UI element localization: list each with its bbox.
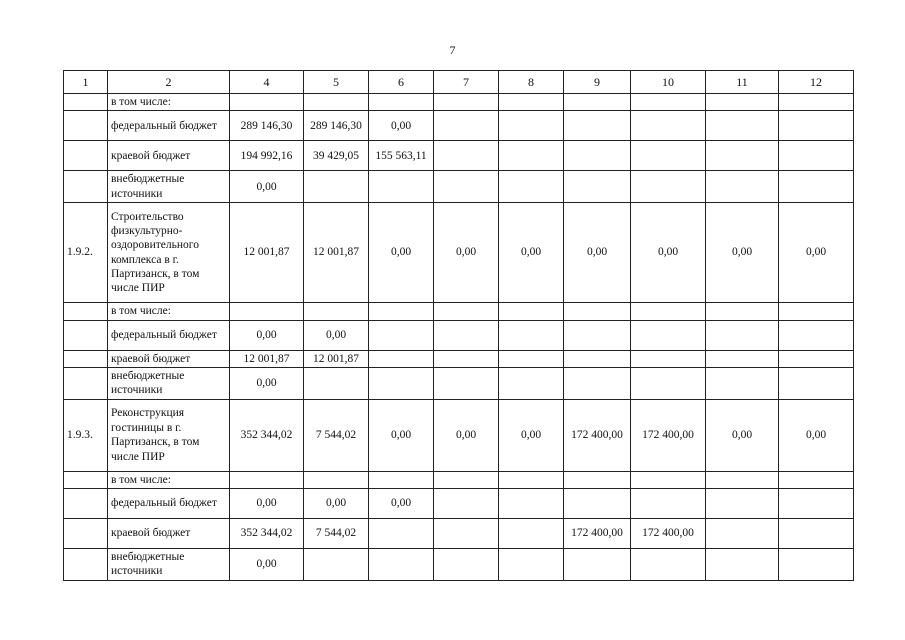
value-cell-col-4: 0,00 (230, 489, 304, 519)
value-cell-col-4: 0,00 (230, 171, 304, 203)
value-cell-col-7 (434, 350, 499, 367)
value-cell-col-9 (564, 320, 631, 350)
value-cell-col-6 (369, 350, 434, 367)
value-cell-col-10 (631, 111, 706, 141)
row-code: 1.9.2. (64, 203, 108, 303)
row-code (64, 171, 108, 203)
value-cell-col-10: 172 400,00 (631, 399, 706, 471)
page-number: 7 (449, 43, 456, 57)
value-cell-col-5: 12 001,87 (304, 350, 369, 367)
value-cell-col-5 (304, 471, 369, 488)
value-cell-col-12 (779, 519, 854, 549)
value-cell-col-7 (434, 367, 499, 399)
table-body (64, 94, 854, 581)
table-row (64, 350, 854, 367)
row-description: федеральный бюджет (108, 489, 230, 519)
value-cell-col-12 (779, 367, 854, 399)
row-code (64, 111, 108, 141)
table-row (64, 489, 854, 519)
value-cell-col-10 (631, 171, 706, 203)
value-cell-col-5 (304, 94, 369, 111)
value-cell-col-7 (434, 141, 499, 171)
row-code (64, 320, 108, 350)
value-cell-col-10 (631, 350, 706, 367)
value-cell-col-8 (499, 94, 564, 111)
value-cell-col-10 (631, 489, 706, 519)
value-cell-col-12 (779, 350, 854, 367)
value-cell-col-12 (779, 320, 854, 350)
value-cell-col-8 (499, 320, 564, 350)
column-header-6: 6 (369, 71, 434, 94)
value-cell-col-7 (434, 549, 499, 581)
budget-table (63, 70, 854, 581)
value-cell-col-7: 0,00 (434, 399, 499, 471)
value-cell-col-12 (779, 94, 854, 111)
value-cell-col-9 (564, 141, 631, 171)
value-cell-col-7 (434, 303, 499, 320)
value-cell-col-9 (564, 303, 631, 320)
value-cell-col-11 (706, 489, 779, 519)
value-cell-col-9 (564, 489, 631, 519)
column-header-8: 8 (499, 71, 564, 94)
row-code (64, 141, 108, 171)
value-cell-col-6 (369, 303, 434, 320)
value-cell-col-6 (369, 94, 434, 111)
value-cell-col-4 (230, 471, 304, 488)
value-cell-col-10: 172 400,00 (631, 519, 706, 549)
value-cell-col-10 (631, 141, 706, 171)
value-cell-col-8 (499, 549, 564, 581)
value-cell-col-6: 0,00 (369, 399, 434, 471)
value-cell-col-11 (706, 303, 779, 320)
value-cell-col-4: 352 344,02 (230, 399, 304, 471)
value-cell-col-4: 12 001,87 (230, 203, 304, 303)
value-cell-col-10 (631, 549, 706, 581)
value-cell-col-8 (499, 111, 564, 141)
value-cell-col-12 (779, 111, 854, 141)
value-cell-col-8 (499, 141, 564, 171)
value-cell-col-8 (499, 350, 564, 367)
value-cell-col-6: 0,00 (369, 203, 434, 303)
value-cell-col-5: 289 146,30 (304, 111, 369, 141)
value-cell-col-5: 39 429,05 (304, 141, 369, 171)
table-row (64, 471, 854, 488)
row-description: внебюджетные источники (108, 171, 230, 203)
value-cell-col-7 (434, 320, 499, 350)
row-code (64, 303, 108, 320)
row-description: внебюджетные источники (108, 549, 230, 581)
value-cell-col-8 (499, 471, 564, 488)
value-cell-col-9 (564, 94, 631, 111)
row-code (64, 549, 108, 581)
value-cell-col-6: 155 563,11 (369, 141, 434, 171)
value-cell-col-4: 0,00 (230, 367, 304, 399)
row-code (64, 367, 108, 399)
value-cell-col-11: 0,00 (706, 203, 779, 303)
value-cell-col-6 (369, 320, 434, 350)
row-description: Строительство физкультурно-оздоровительного комплекса в г. Партизанск, в том числе ПИР (108, 203, 230, 303)
table-row (64, 111, 854, 141)
column-header-5: 5 (304, 71, 369, 94)
value-cell-col-11 (706, 141, 779, 171)
value-cell-col-4 (230, 303, 304, 320)
value-cell-col-11 (706, 320, 779, 350)
row-description: федеральный бюджет (108, 320, 230, 350)
table-row (64, 203, 854, 303)
table-row (64, 320, 854, 350)
row-description: краевой бюджет (108, 350, 230, 367)
value-cell-col-11 (706, 471, 779, 488)
row-description: краевой бюджет (108, 141, 230, 171)
value-cell-col-12 (779, 171, 854, 203)
value-cell-col-6: 0,00 (369, 489, 434, 519)
value-cell-col-5: 0,00 (304, 489, 369, 519)
row-description: федеральный бюджет (108, 111, 230, 141)
value-cell-col-7 (434, 471, 499, 488)
value-cell-col-11 (706, 350, 779, 367)
row-description: в том числе: (108, 471, 230, 488)
column-header-9: 9 (564, 71, 631, 94)
row-code: 1.9.3. (64, 399, 108, 471)
value-cell-col-7 (434, 111, 499, 141)
value-cell-col-11 (706, 549, 779, 581)
value-cell-col-12: 0,00 (779, 203, 854, 303)
value-cell-col-9: 172 400,00 (564, 519, 631, 549)
table-row (64, 399, 854, 471)
value-cell-col-9 (564, 471, 631, 488)
row-code (64, 519, 108, 549)
table-row (64, 171, 854, 203)
value-cell-col-6 (369, 367, 434, 399)
value-cell-col-4: 12 001,87 (230, 350, 304, 367)
column-header-1: 1 (64, 71, 108, 94)
value-cell-col-8 (499, 171, 564, 203)
value-cell-col-8 (499, 367, 564, 399)
value-cell-col-4: 289 146,30 (230, 111, 304, 141)
value-cell-col-8 (499, 303, 564, 320)
column-header-12: 12 (779, 71, 854, 94)
value-cell-col-5 (304, 367, 369, 399)
value-cell-col-4: 0,00 (230, 320, 304, 350)
column-header-2: 2 (108, 71, 230, 94)
value-cell-col-12 (779, 141, 854, 171)
row-code (64, 94, 108, 111)
value-cell-col-5: 12 001,87 (304, 203, 369, 303)
value-cell-col-4: 0,00 (230, 549, 304, 581)
row-description: краевой бюджет (108, 519, 230, 549)
value-cell-col-12 (779, 471, 854, 488)
value-cell-col-4 (230, 94, 304, 111)
value-cell-col-11 (706, 367, 779, 399)
table-row (64, 367, 854, 399)
value-cell-col-6 (369, 519, 434, 549)
value-cell-col-9: 0,00 (564, 203, 631, 303)
value-cell-col-11 (706, 519, 779, 549)
value-cell-col-7 (434, 489, 499, 519)
value-cell-col-11: 0,00 (706, 399, 779, 471)
value-cell-col-6 (369, 171, 434, 203)
value-cell-col-10 (631, 320, 706, 350)
value-cell-col-4: 194 992,16 (230, 141, 304, 171)
value-cell-col-9 (564, 549, 631, 581)
table-row (64, 519, 854, 549)
row-description: внебюджетные источники (108, 367, 230, 399)
row-description: в том числе: (108, 94, 230, 111)
row-code (64, 350, 108, 367)
value-cell-col-10 (631, 471, 706, 488)
value-cell-col-10 (631, 94, 706, 111)
table-row (64, 549, 854, 581)
value-cell-col-8 (499, 519, 564, 549)
header-row (64, 71, 854, 94)
value-cell-col-5 (304, 171, 369, 203)
value-cell-col-8: 0,00 (499, 203, 564, 303)
value-cell-col-5: 0,00 (304, 320, 369, 350)
value-cell-col-9 (564, 350, 631, 367)
value-cell-col-11 (706, 94, 779, 111)
value-cell-col-5: 7 544,02 (304, 519, 369, 549)
column-header-7: 7 (434, 71, 499, 94)
value-cell-col-7 (434, 171, 499, 203)
table-row (64, 94, 854, 111)
value-cell-col-10 (631, 367, 706, 399)
value-cell-col-9: 172 400,00 (564, 399, 631, 471)
value-cell-col-5 (304, 549, 369, 581)
value-cell-col-7: 0,00 (434, 203, 499, 303)
row-description: в том числе: (108, 303, 230, 320)
column-header-10: 10 (631, 71, 706, 94)
value-cell-col-9 (564, 171, 631, 203)
row-code (64, 471, 108, 488)
column-header-4: 4 (230, 71, 304, 94)
value-cell-col-10 (631, 303, 706, 320)
value-cell-col-7 (434, 94, 499, 111)
value-cell-col-12 (779, 549, 854, 581)
value-cell-col-6: 0,00 (369, 111, 434, 141)
value-cell-col-8: 0,00 (499, 399, 564, 471)
value-cell-col-9 (564, 367, 631, 399)
value-cell-col-6 (369, 549, 434, 581)
value-cell-col-12 (779, 489, 854, 519)
column-header-11: 11 (706, 71, 779, 94)
value-cell-col-10: 0,00 (631, 203, 706, 303)
value-cell-col-9 (564, 111, 631, 141)
value-cell-col-8 (499, 489, 564, 519)
value-cell-col-12: 0,00 (779, 399, 854, 471)
row-code (64, 489, 108, 519)
value-cell-col-4: 352 344,02 (230, 519, 304, 549)
table-row (64, 141, 854, 171)
value-cell-col-12 (779, 303, 854, 320)
value-cell-col-7 (434, 519, 499, 549)
value-cell-col-6 (369, 471, 434, 488)
value-cell-col-11 (706, 111, 779, 141)
value-cell-col-5: 7 544,02 (304, 399, 369, 471)
value-cell-col-5 (304, 303, 369, 320)
table-row (64, 303, 854, 320)
value-cell-col-11 (706, 171, 779, 203)
row-description: Реконструкция гостиницы в г. Партизанск, в том числе ПИР (108, 399, 230, 471)
